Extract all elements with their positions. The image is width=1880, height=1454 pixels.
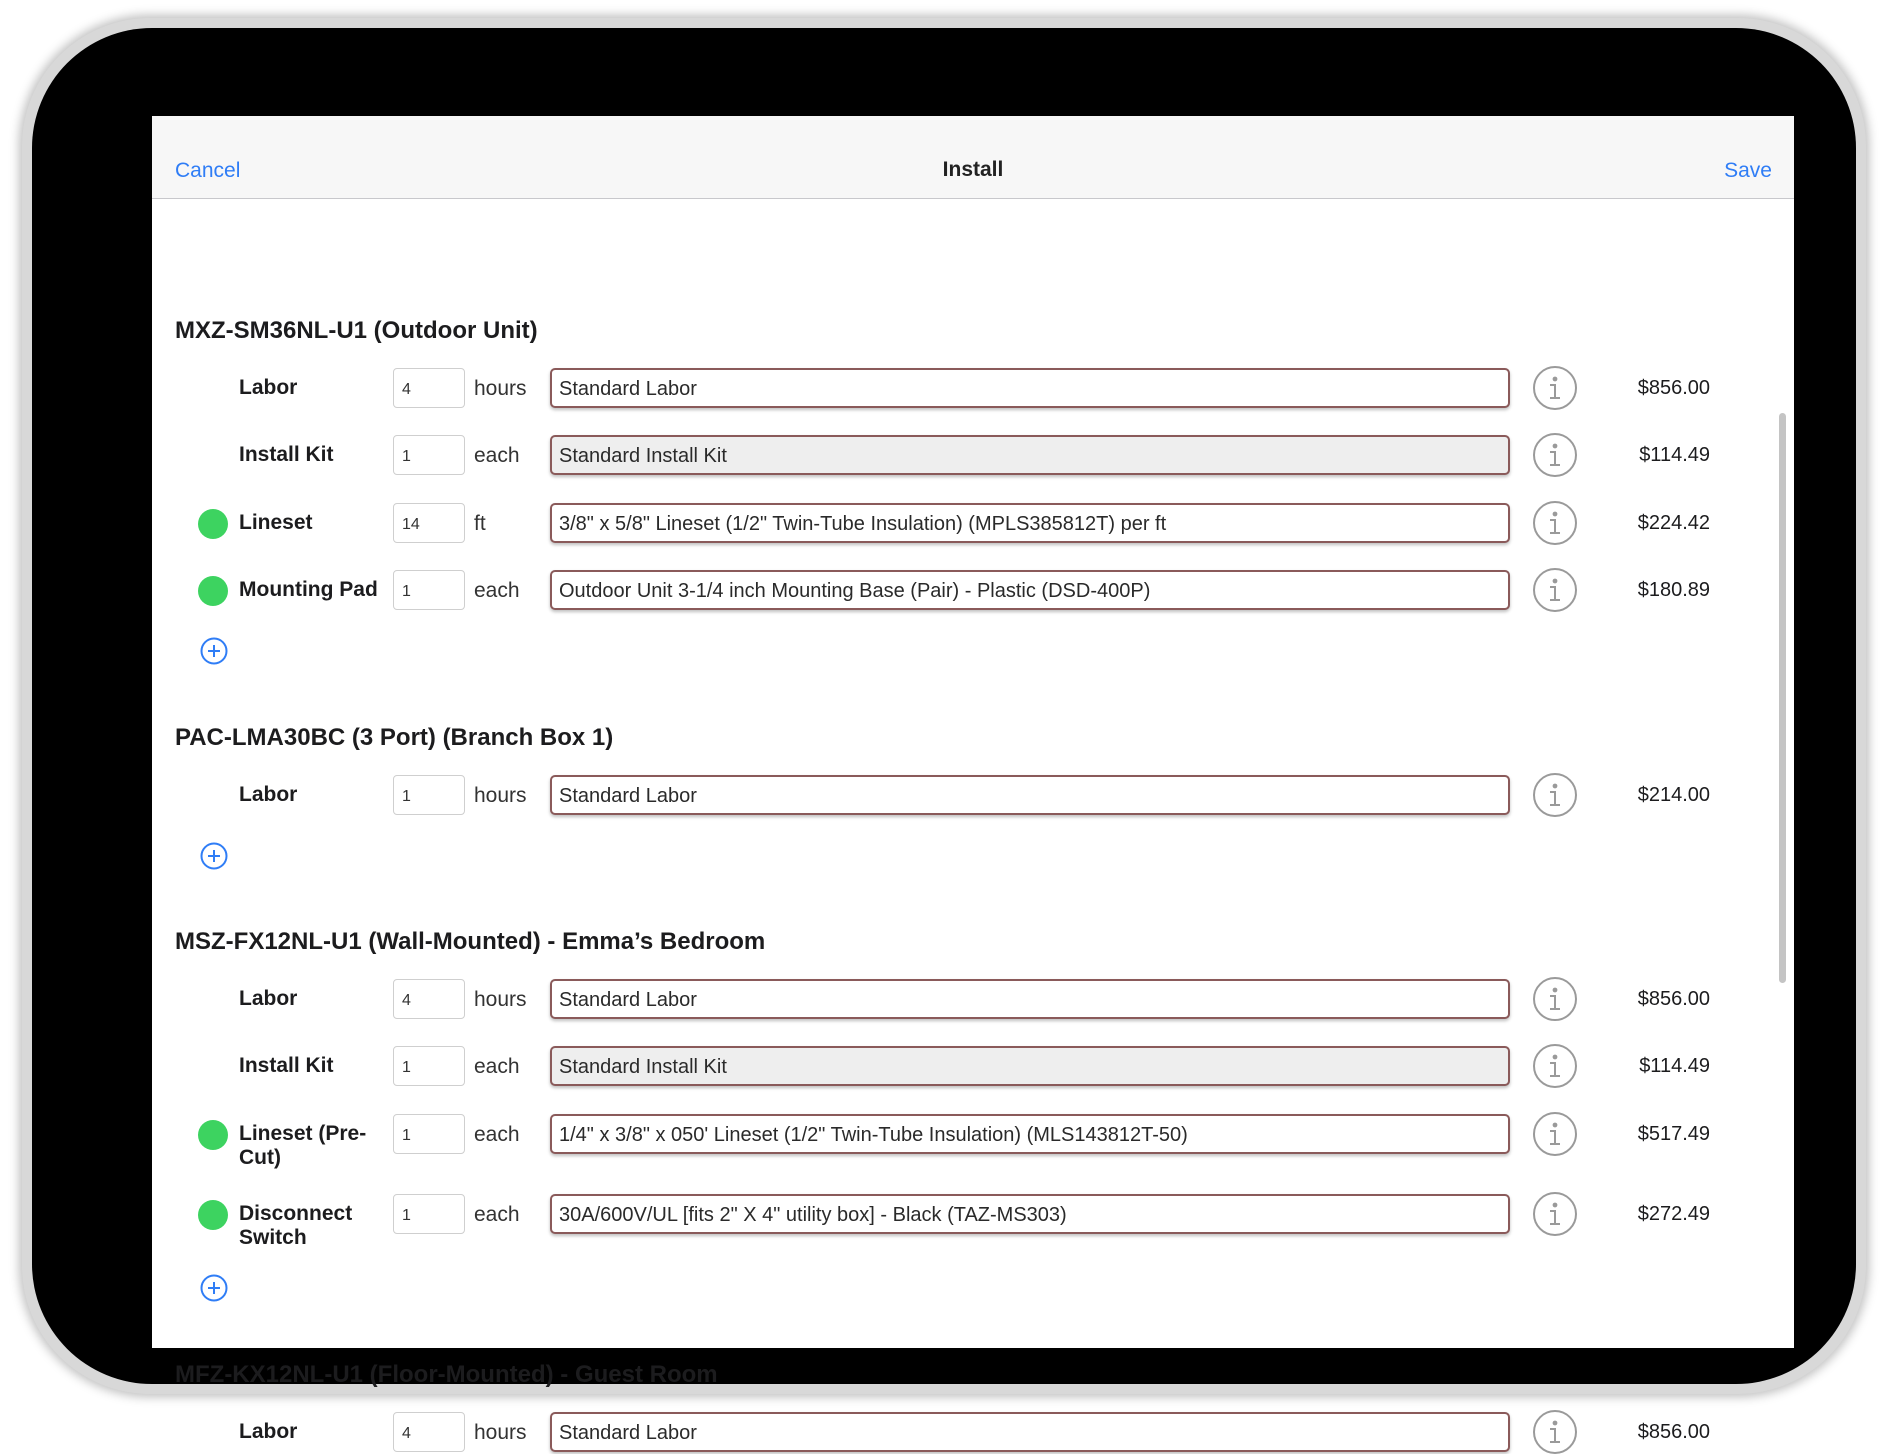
price: $856.00 [1637, 988, 1710, 1010]
section-title: MXZ-SM36NL-U1 (Outdoor Unit) [175, 317, 538, 344]
cancel-button[interactable]: Cancel [175, 159, 241, 182]
unit-label: each [474, 579, 520, 602]
item-label: Mounting Pad [239, 578, 378, 601]
info-icon[interactable] [1533, 977, 1577, 1021]
plus-circle-icon[interactable] [200, 637, 228, 665]
price: $180.89 [1637, 579, 1710, 601]
unit-label: each [474, 444, 520, 467]
item-select-field[interactable]: 1/4" x 3/8" x 050' Lineset (1/2" Twin-Tube Insulation) (MLS143812T-50) [550, 1114, 1510, 1154]
navigation-bar [152, 116, 1794, 199]
list-item [152, 979, 1794, 1019]
item-label: Lineset [239, 511, 313, 534]
list-item [152, 368, 1794, 408]
price: $856.00 [1637, 1421, 1710, 1443]
install-list[interactable] [152, 200, 1794, 1444]
item-select-field[interactable]: 3/8" x 5/8" Lineset (1/2" Twin-Tube Insulation) (MPLS385812T) per ft [550, 503, 1510, 543]
quantity-field[interactable]: 1 [393, 435, 465, 475]
plus-circle-icon[interactable] [200, 842, 228, 870]
price: $214.00 [1637, 784, 1710, 806]
device-frame [32, 28, 1856, 1444]
price: $272.49 [1637, 1203, 1710, 1225]
unit-label: hours [474, 377, 527, 400]
item-label: Labor [239, 987, 298, 1010]
unit-label: each [474, 1123, 520, 1146]
unit-label: each [474, 1055, 520, 1078]
item-select-field[interactable]: 30A/600V/UL [fits 2" X 4" utility box] - Black (TAZ-MS303) [550, 1194, 1510, 1234]
info-icon[interactable] [1533, 1410, 1577, 1454]
screen [152, 116, 1794, 1444]
section-title: PAC-LMA30BC (3 Port) (Branch Box 1) [175, 724, 614, 751]
status-dot [198, 1120, 228, 1150]
item-select-field[interactable]: Standard Labor [550, 368, 1510, 408]
quantity-field[interactable]: 1 [393, 775, 465, 815]
status-dot [198, 576, 228, 606]
item-select-field[interactable]: Standard Labor [550, 1412, 1510, 1452]
quantity-field[interactable]: 4 [393, 979, 465, 1019]
price: $114.49 [1639, 1055, 1710, 1077]
item-label: Lineset (Pre-Cut) [239, 1122, 367, 1169]
section-title: MFZ-KX12NL-U1 (Floor-Mounted) - Guest Room [175, 1361, 718, 1388]
item-label: Labor [239, 783, 298, 806]
price: $517.49 [1637, 1123, 1710, 1145]
unit-label: hours [474, 1421, 527, 1444]
item-label: Labor [239, 376, 298, 399]
page-title: Install [942, 158, 1004, 181]
list-item [152, 435, 1794, 475]
info-icon[interactable] [1533, 1112, 1577, 1156]
status-dot [198, 1200, 228, 1230]
list-item [152, 1194, 1794, 1249]
list-item [152, 570, 1794, 610]
price: $114.49 [1639, 444, 1710, 466]
unit-label: each [474, 1203, 520, 1226]
scrollbar[interactable] [1779, 413, 1786, 983]
save-button[interactable]: Save [1724, 159, 1772, 182]
section-title: MSZ-FX12NL-U1 (Wall-Mounted) - Emma’s Bedroom [175, 928, 766, 955]
unit-label: hours [474, 988, 527, 1011]
info-icon[interactable] [1533, 773, 1577, 817]
info-icon[interactable] [1533, 433, 1577, 477]
item-label: Install Kit [239, 1054, 334, 1077]
info-icon[interactable] [1533, 366, 1577, 410]
item-select-field[interactable]: Standard Labor [550, 979, 1510, 1019]
list-item [152, 1114, 1794, 1169]
plus-circle-icon[interactable] [200, 1274, 228, 1302]
list-item [152, 1046, 1794, 1086]
quantity-field[interactable]: 1 [393, 1194, 465, 1234]
quantity-field[interactable]: 1 [393, 1114, 465, 1154]
price: $224.42 [1637, 512, 1710, 534]
info-icon[interactable] [1533, 1192, 1577, 1236]
list-item [152, 1412, 1794, 1452]
list-item [152, 503, 1794, 543]
info-icon[interactable] [1533, 501, 1577, 545]
status-dot [198, 509, 228, 539]
list-item [152, 775, 1794, 815]
info-icon[interactable] [1533, 1044, 1577, 1088]
item-select-field[interactable]: Standard Install Kit [550, 435, 1510, 475]
item-select-field[interactable]: Standard Labor [550, 775, 1510, 815]
item-select-field[interactable]: Standard Install Kit [550, 1046, 1510, 1086]
item-label: Labor [239, 1420, 298, 1443]
item-label: Install Kit [239, 443, 334, 466]
info-icon[interactable] [1533, 568, 1577, 612]
unit-label: ft [474, 512, 486, 535]
item-select-field[interactable]: Outdoor Unit 3-1/4 inch Mounting Base (Pair) - Plastic (DSD-400P) [550, 570, 1510, 610]
quantity-field[interactable]: 1 [393, 1046, 465, 1086]
quantity-field[interactable]: 1 [393, 570, 465, 610]
item-label: Disconnect Switch [239, 1202, 353, 1249]
unit-label: hours [474, 784, 527, 807]
quantity-field[interactable]: 4 [393, 1412, 465, 1452]
quantity-field[interactable]: 4 [393, 368, 465, 408]
quantity-field[interactable]: 14 [393, 503, 465, 543]
price: $856.00 [1637, 377, 1710, 399]
